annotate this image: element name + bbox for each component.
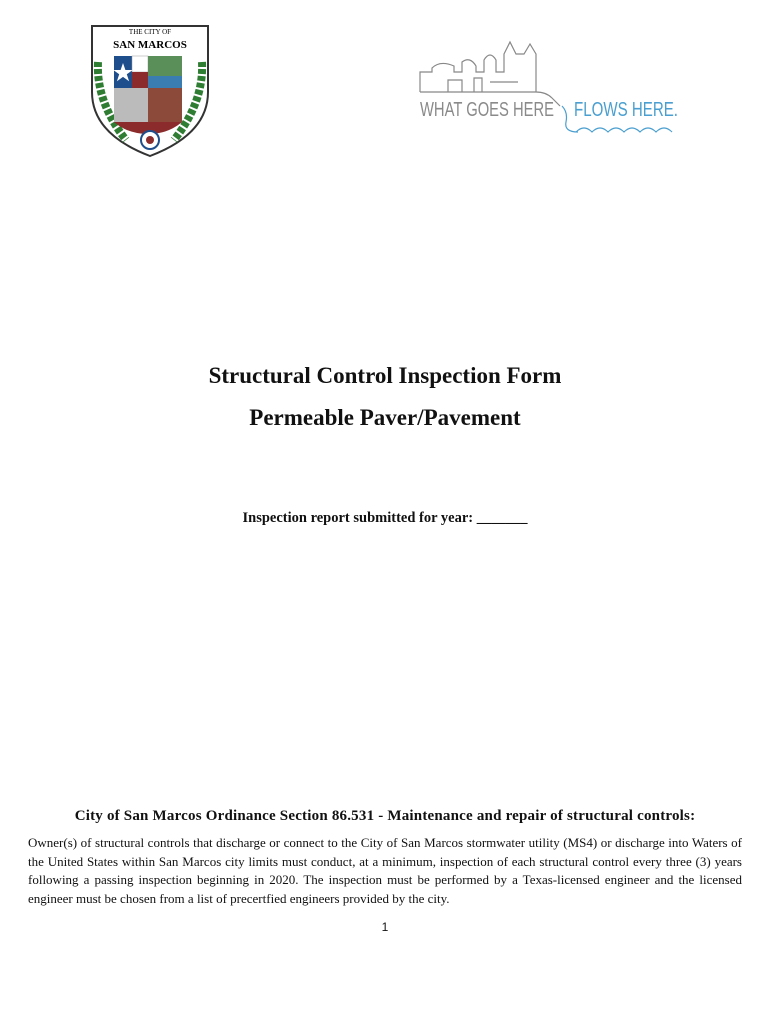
what-goes-here-flows-here-logo (418, 32, 682, 140)
ordinance-heading: City of San Marcos Ordinance Section 86.531 - Maintenance and repair of structural controls: (74, 808, 696, 824)
form-title: Structural Control Inspection Form (208, 363, 562, 388)
inspection-year-line: Inspection report submitted for year: _______ (242, 510, 528, 526)
ordinance-section (28, 806, 742, 934)
seal-text-top: THE CITY OF (128, 28, 172, 36)
campaign-text-left: WHAT GOES HERE (420, 99, 554, 121)
ordinance-text: Owner(s) of structural controls that discharge or connect to the City of San Marcos stormwater utility (MS4) or discharge into Waters of the United States within San Marcos city limits must conduct, at a minimum, inspection of each structural control every three (3) years following a passing inspection beginning in 2020. The inspection must be performed by a Texas-licensed engineer and the licensed engineer must be chosen from a list of precertfied engineers provided by the city. (28, 835, 742, 906)
seal-text-main: SAN MARCOS (113, 39, 187, 51)
page-number: 1 (381, 920, 389, 934)
title-block (0, 362, 770, 432)
campaign-text-right: FLOWS HERE. (574, 99, 678, 121)
city-of-san-marcos-seal-logo (88, 22, 212, 158)
form-subtitle: Permeable Paver/Pavement (249, 405, 521, 430)
